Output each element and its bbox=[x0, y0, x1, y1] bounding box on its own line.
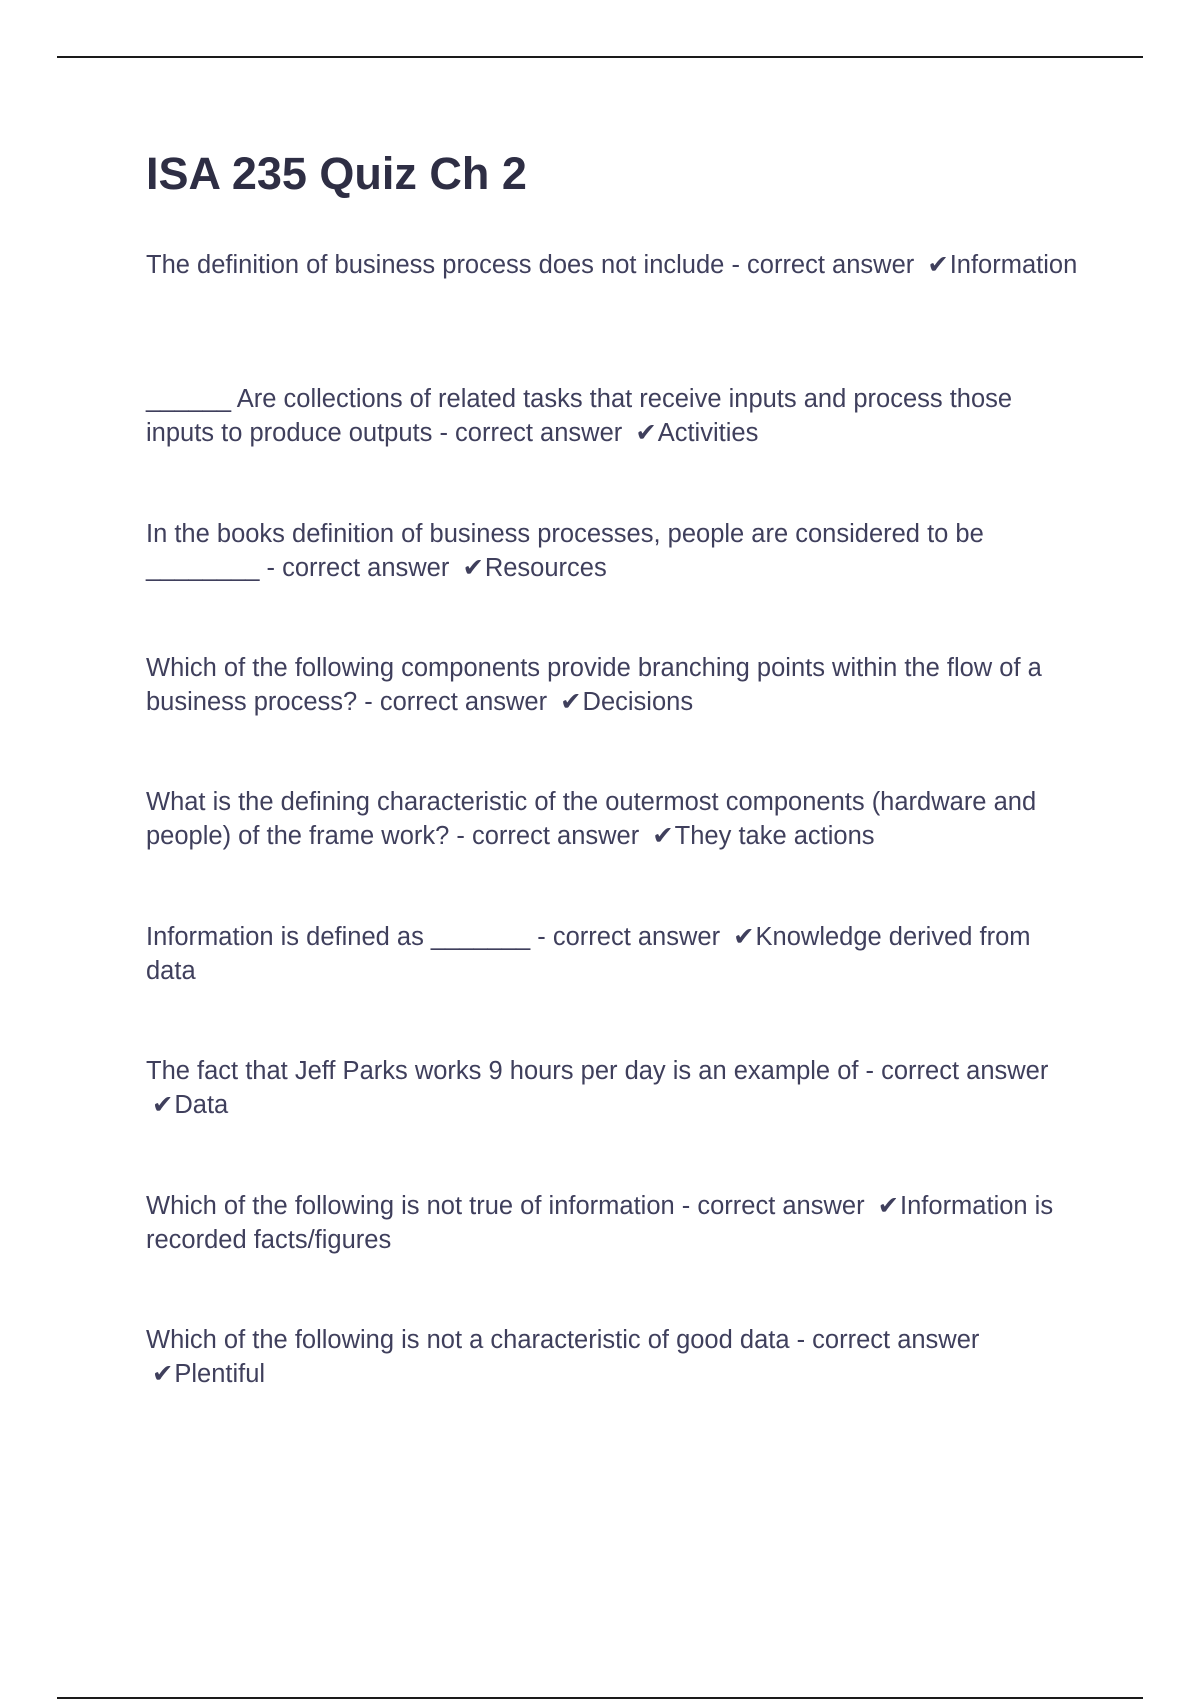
answer-text: Knowledge derived from data bbox=[146, 923, 1031, 985]
check-icon: ✔ bbox=[635, 419, 657, 447]
correct-answer-separator: - correct answer bbox=[530, 923, 728, 951]
answer-text: Activities bbox=[657, 419, 759, 447]
question-text: The definition of business process does not include bbox=[146, 251, 725, 279]
answer-text: Data bbox=[174, 1091, 229, 1119]
answer-text: Information bbox=[949, 251, 1078, 279]
question-text: Which of the following is not true of information bbox=[146, 1192, 675, 1220]
check-icon: ✔ bbox=[877, 1192, 900, 1220]
qa-item bbox=[146, 1054, 1086, 1122]
question-text: The fact that Jeff Parks works 9 hours per day is an example of bbox=[146, 1057, 859, 1085]
answer-text: Decisions bbox=[582, 688, 694, 716]
bottom-rule bbox=[57, 1697, 1143, 1699]
correct-answer-separator: - correct answer bbox=[357, 688, 555, 716]
answer-text: They take actions bbox=[674, 822, 875, 850]
correct-answer-separator: - correct answer bbox=[449, 822, 647, 850]
question-text: Which of the following is not a characteristic of good data bbox=[146, 1326, 790, 1354]
correct-answer-separator: - correct answer bbox=[674, 1192, 872, 1220]
correct-answer-separator: - correct answer bbox=[259, 554, 457, 582]
qa-item bbox=[146, 248, 1086, 282]
check-icon: ✔ bbox=[733, 923, 755, 951]
check-icon: ✔ bbox=[152, 1360, 174, 1388]
answer-text: Resources bbox=[484, 554, 607, 582]
answer-text: Information is recorded facts/figures bbox=[146, 1192, 1054, 1254]
qa-item bbox=[146, 785, 1086, 853]
check-icon: ✔ bbox=[652, 822, 674, 850]
correct-answer-separator: - correct answer bbox=[432, 419, 630, 447]
qa-item bbox=[146, 517, 1086, 585]
top-rule bbox=[57, 56, 1143, 58]
qa-item bbox=[146, 1189, 1086, 1257]
question-text: Which of the following components provide branching points within the flow of a business process? bbox=[146, 654, 1042, 716]
qa-item bbox=[146, 651, 1086, 719]
correct-answer-separator: - correct answer bbox=[724, 251, 922, 279]
check-icon: ✔ bbox=[152, 1091, 174, 1119]
answer-text: Plentiful bbox=[174, 1360, 266, 1388]
question-text: ______ Are collections of related tasks that receive inputs and process those inputs to produce outputs bbox=[146, 385, 1013, 447]
question-text: In the books definition of business processes, people are considered to be ________ bbox=[146, 520, 984, 582]
page-title: ISA 235 Quiz Ch 2 bbox=[146, 148, 527, 199]
check-icon: ✔ bbox=[927, 251, 949, 279]
qa-item bbox=[146, 920, 1086, 988]
correct-answer-separator: - correct answer bbox=[858, 1057, 1049, 1085]
question-text: What is the defining characteristic of the outermost components (hardware and people) of the frame work? bbox=[146, 788, 1037, 850]
check-icon: ✔ bbox=[560, 688, 582, 716]
check-icon: ✔ bbox=[462, 554, 484, 582]
qa-item bbox=[146, 382, 1086, 450]
question-text: Information is defined as _______ bbox=[146, 923, 531, 951]
correct-answer-separator: - correct answer bbox=[789, 1326, 980, 1354]
qa-item bbox=[146, 1323, 1086, 1391]
